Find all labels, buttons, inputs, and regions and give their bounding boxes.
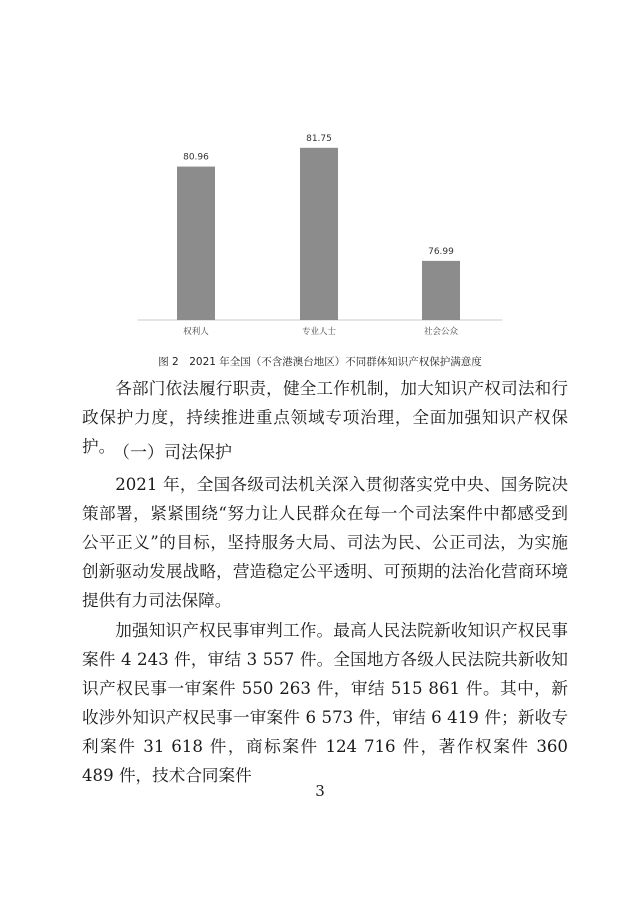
civil-trial-paragraph: 加强知识产权民事审判工作。最高人民法院新收知识产权民事案件 4 243 件，审结 3 557 件。全国地方各级人民法院共新收知识产权民事一审案件 550 263 件，审结 515 861 件。其中，新收涉外知识产权民事一审案件 6 573 件，审结 6 419 件；新收专利案件 31 618 件，商标案件 124 716 件，著作权案件 360 489 件，技术合同案件 [82,621,568,785]
category-label-3: 社会公众 [423,327,459,337]
category-label-1: 权利人 [183,327,209,337]
satisfaction-bar-chart [130,130,510,345]
category-label-2: 专业人士 [301,327,337,337]
bar-1 [177,167,215,320]
page-number: 3 [315,782,325,800]
bar-3 [422,261,460,320]
section-heading: （一）司法保护 [113,443,232,463]
value-label-2: 81.75 [306,133,332,144]
intro-paragraph: 各部门依法履行职责，健全工作机制，加大知识产权司法和行政保护力度，持续推进重点领域专项治理，全面加强知识产权保护。 [82,379,568,456]
judicial-paragraph: 2021 年，全国各级司法机关深入贯彻落实党中央、国务院决策部署，紧紧围绕“努力让人民群众在每一个司法案件中都感受到公平正义”的目标，坚持服务大局、司法为民、公正司法，为实施创新驱动发展战略，营造稳定公平透明、可预期的法治化营商环境提供有力司法保障。 [82,475,568,610]
value-label-1: 80.96 [183,152,209,163]
figure-caption: 图 2 2021 年全国（不含港澳台地区）不同群体知识产权保护满意度 [158,356,482,368]
bar-2 [300,148,338,320]
value-label-3: 76.99 [428,246,454,257]
